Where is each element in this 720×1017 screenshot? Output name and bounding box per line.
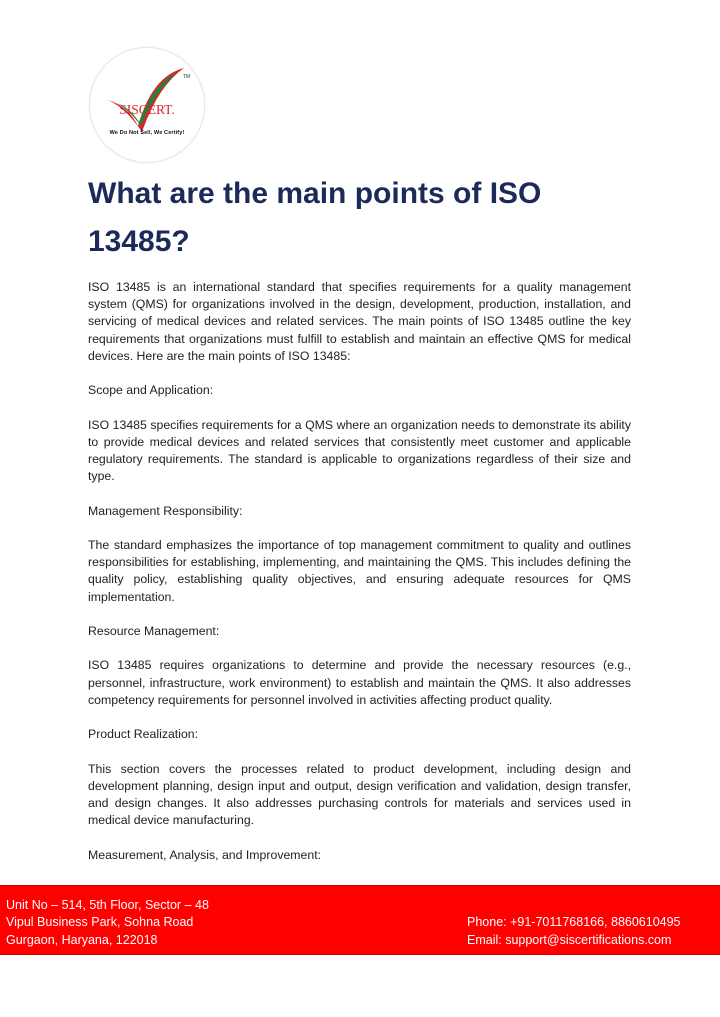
company-logo [89,47,205,163]
logo-brand-text: SISCERT. [119,102,175,117]
body-paragraph: This section covers the processes related to product development, including design and development planning, design input and output, design verification and validation, design transfer, and design changes. It also addresses purchasing controls for materials and services used in medical device manufacturing. [88,761,631,828]
section-heading: Resource Management: [88,623,220,638]
checkmark-logo-icon [90,48,204,162]
section-heading: Product Realization: [88,727,199,742]
body-paragraph: ISO 13485 is an international standard that specifies requirements for a quality management system (QMS) for organizations involved in the design, development, production, installation, and servicing of medical devices and related services. The main points of ISO 13485 outline the key requirements that organizations must fulfill to establish and maintain an effective QMS for medical devices. Here are the main points of ISO 13485: [88,280,631,363]
logo-tagline: We Do Not Sell, We Certify! [109,130,185,136]
body-paragraph: The standard emphasizes the importance of top management commitment to quality and outlines responsibilities for establishing, implementing, and maintaining the QMS. This includes defining the quality policy, establishing quality objectives, and ensuring adequate resources for QMS implementation. [88,537,631,604]
section-heading: Management Responsibility: [88,503,243,518]
footer-address-line2: Vipul Business Park, Sohna Road [6,915,194,929]
body-paragraph: ISO 13485 specifies requirements for a QMS where an organization needs to demonstrate its ability to provide medical devices and related services that consistently meet customer and applicable regulatory requirements. The standard is applicable to organizations regardless of their size and type. [88,417,631,484]
footer-address-line1: Unit No – 514, 5th Floor, Sector – 48 [6,898,209,912]
body-paragraph: ISO 13485 requires organizations to determine and provide the necessary resources (e.g., personnel, infrastructure, work environment) to establish and maintain the QMS. It also addresses competency requirements for personnel involved in activities affecting product quality. [88,658,631,707]
article-body [88,279,631,876]
section-heading: Scope and Application: [88,383,214,398]
logo-trademark: TM [183,74,191,80]
footer-email: Email: support@siscertifications.com [467,933,672,947]
section-heading: Measurement, Analysis, and Improvement: [88,847,322,862]
footer-phone: Phone: +91-7011768166, 8860610495 [467,915,681,929]
page-title: What are the main points of ISO 13485? [88,177,542,258]
footer-address-line3: Gurgaon, Haryana, 122018 [6,933,158,947]
footer-bar [0,885,720,955]
